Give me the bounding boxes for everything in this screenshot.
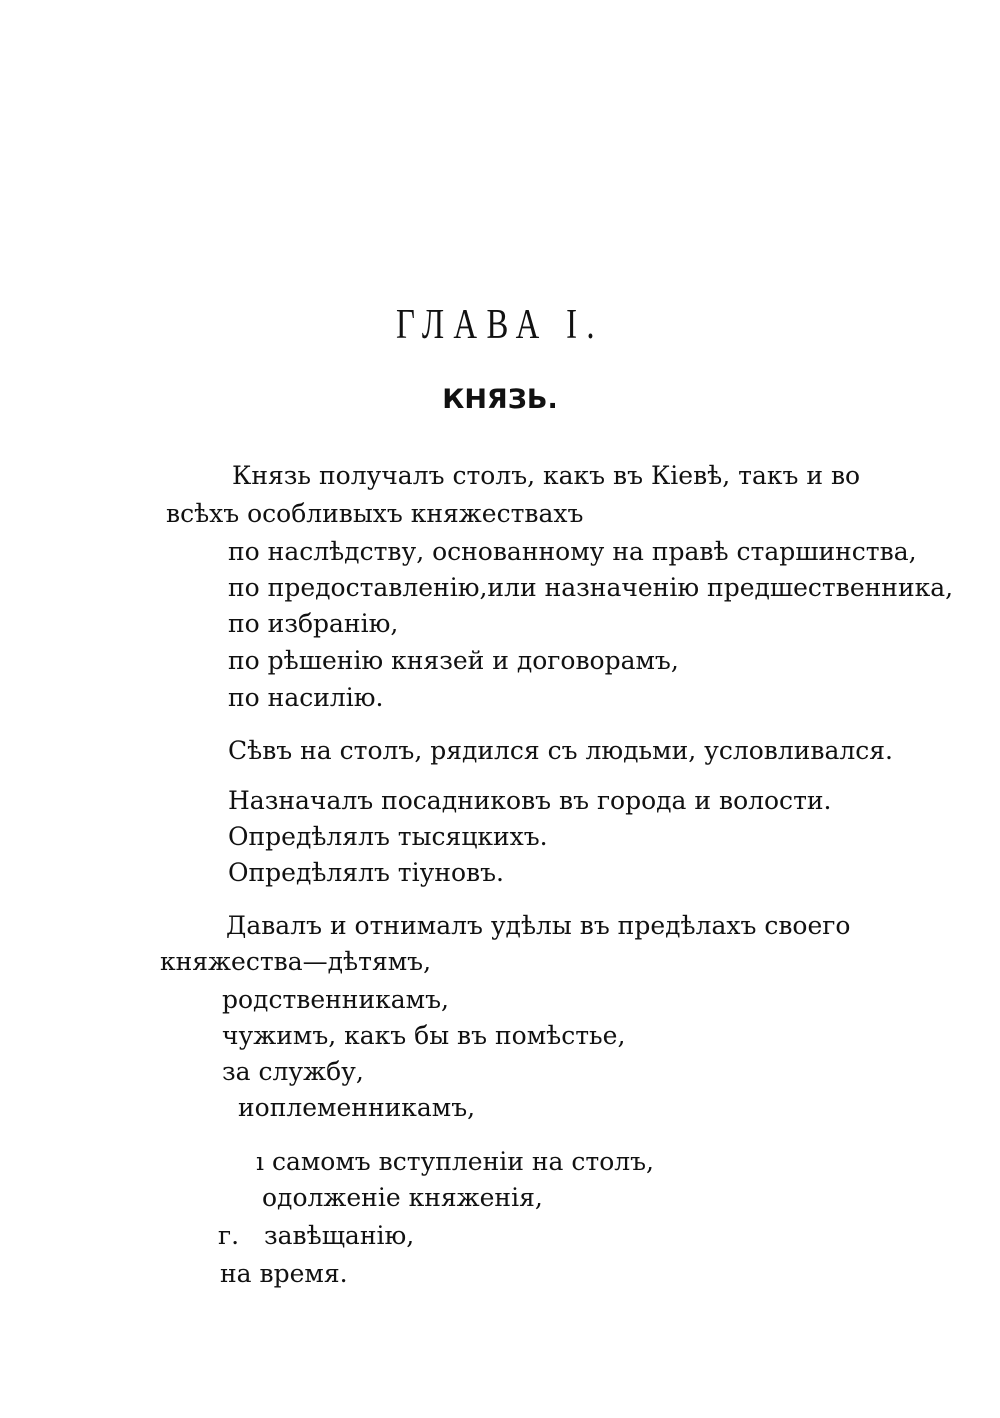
- list-1-item-3: по избранію,: [228, 609, 399, 638]
- list-3-item-2: одолженіе княженія,: [262, 1183, 543, 1212]
- paragraph-1-line-1: Князь получалъ столъ, какъ въ Кіевѣ, такъ и во: [232, 461, 861, 490]
- paragraph-3-line-3: Опредѣлялъ тіуновъ.: [228, 858, 504, 887]
- list-2-item-4: иоплеменникамъ,: [238, 1093, 476, 1122]
- list-1-item-2: по предоставленію,или назначенію предшественника,: [228, 573, 954, 602]
- list-2-item-1: родственникамъ,: [222, 985, 449, 1014]
- list-2-item-3: за службу,: [222, 1057, 364, 1086]
- paragraph-3-line-2: Опредѣлялъ тысяцкихъ.: [228, 822, 548, 851]
- section-title: КНЯЗЬ.: [442, 384, 558, 415]
- paragraph-2: Сѣвъ на столъ, рядился съ людьми, условливался.: [228, 736, 893, 765]
- list-3-item-3: завѣщанію,: [264, 1221, 415, 1250]
- paragraph-4-line-2: княжества—дѣтямъ,: [160, 947, 432, 976]
- list-1-item-4: по рѣшенію князей и договорамъ,: [228, 646, 679, 675]
- list-3-marker: г.: [218, 1221, 240, 1250]
- list-1-item-5: по насилію.: [228, 683, 384, 712]
- chapter-title: ГЛАВА I.: [396, 302, 604, 348]
- list-2-item-2: чужимъ, какъ бы въ помѣстье,: [222, 1021, 626, 1050]
- list-3-item-1: ı самомъ вступленіи на столъ,: [256, 1147, 654, 1176]
- list-1-item-1: по наслѣдству, основанному на правѣ старшинства,: [228, 537, 917, 566]
- paragraph-1-line-2: всѣхъ особливыхъ княжествахъ: [166, 499, 584, 528]
- list-3-item-4: на время.: [220, 1259, 348, 1288]
- paragraph-3-line-1: Назначалъ посадниковъ въ города и волости.: [228, 786, 832, 815]
- paragraph-4-line-1: Давалъ и отнималъ удѣлы въ предѣлахъ своего: [226, 911, 851, 940]
